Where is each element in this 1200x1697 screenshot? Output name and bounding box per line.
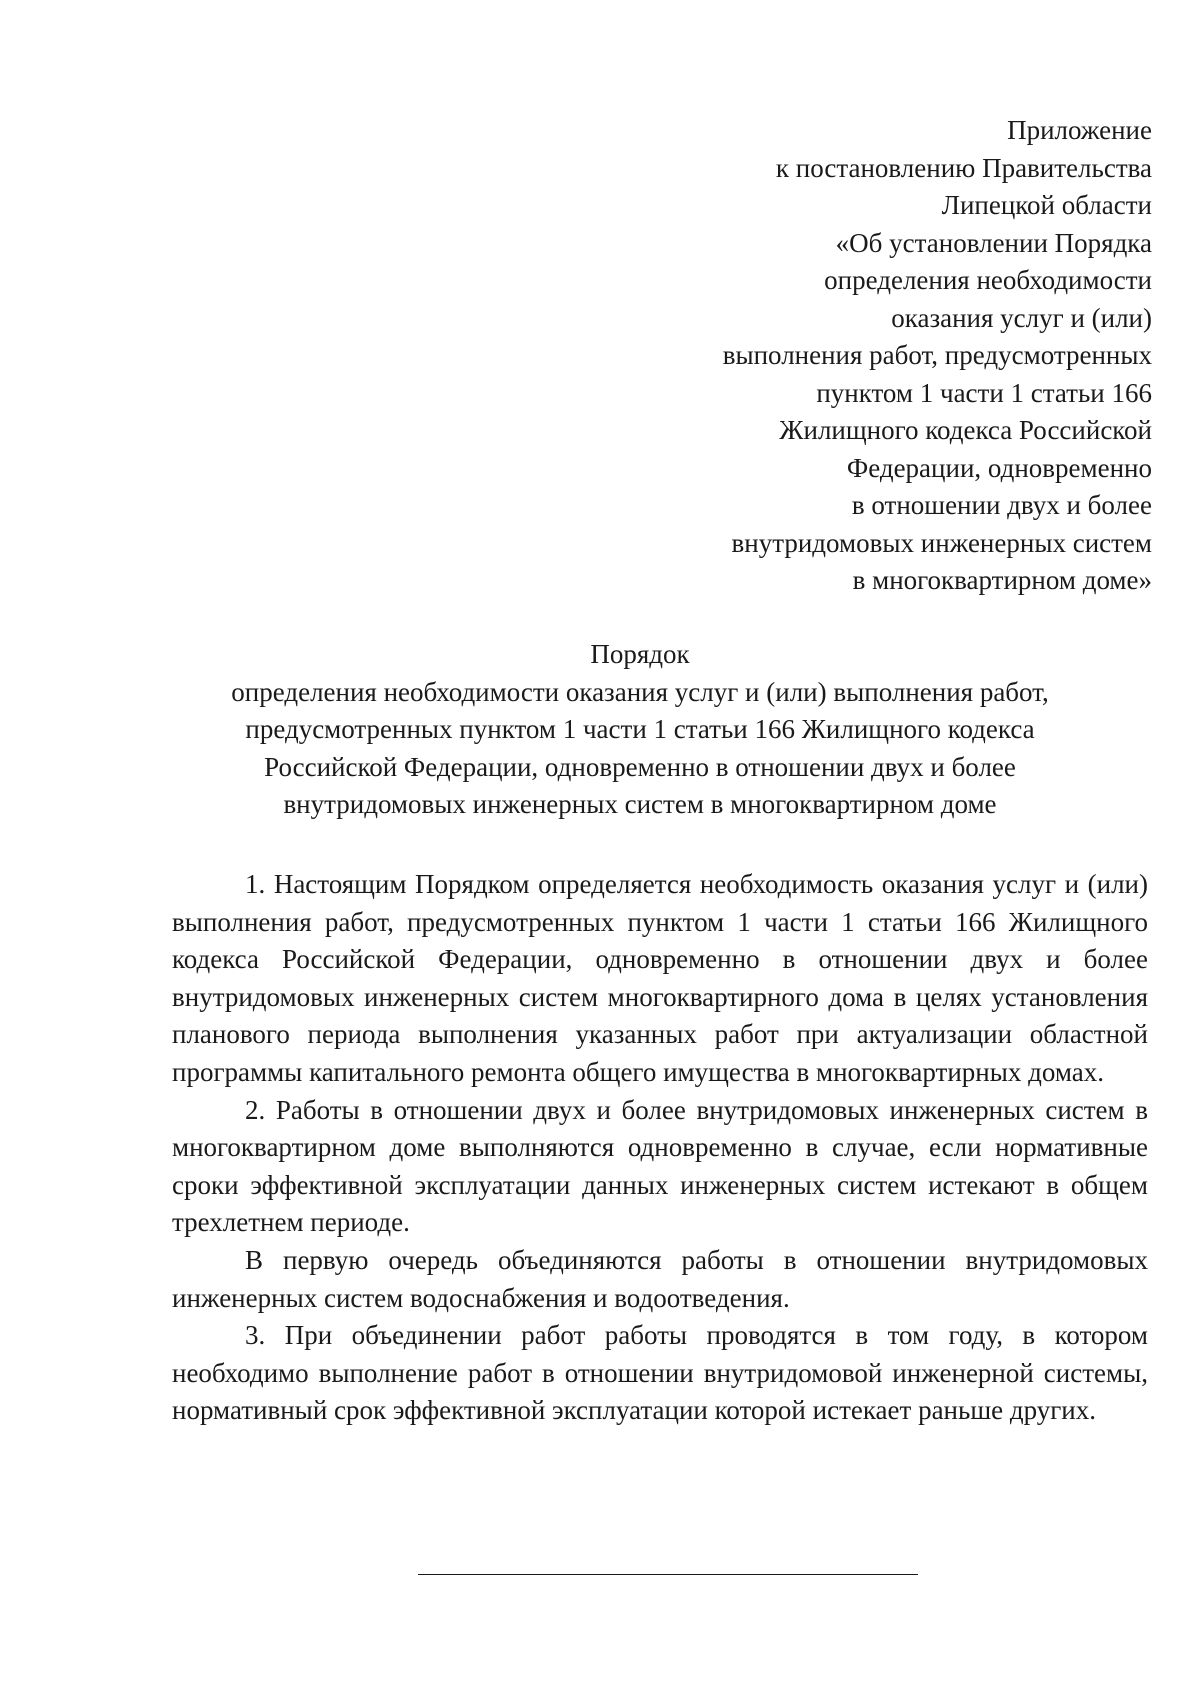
title-line: Российской Федерации, одновременно в отношении двух и более <box>264 751 1016 782</box>
appendix-line: пунктом 1 части 1 статьи 166 <box>816 377 1152 408</box>
appendix-line: Жилищного кодекса Российской <box>779 415 1152 445</box>
document-title <box>160 636 1120 824</box>
appendix-line: Федерации, одновременно <box>846 452 1152 483</box>
end-divider-line <box>418 1574 918 1575</box>
appendix-line: Липецкой области <box>941 190 1152 220</box>
paragraph-3: 3. При объединении работ работы проводятся в том году, в котором необходимо выполнение работ в отношении внутридомовой инженерной системы, нормативный срок эффективной эксплуатации которой истекает раньше других. <box>172 1320 1148 1426</box>
appendix-line: в отношении двух и более <box>851 490 1152 520</box>
title-line: определения необходимости оказания услуг и (или) выполнения работ, <box>231 676 1049 707</box>
title-heading: Порядок <box>590 639 690 669</box>
document-body <box>172 866 1148 1430</box>
paragraph-2-continuation: В первую очередь объединяются работы в отношении внутридомовых инженерных систем водоснабжения и водоотведения. <box>172 1244 1148 1313</box>
appendix-block <box>552 112 1152 600</box>
title-line: предусмотренных пунктом 1 части 1 статьи 166 Жилищного кодекса <box>245 714 1035 744</box>
appendix-line: «Об установлении Порядка <box>835 227 1152 258</box>
appendix-line: внутридомовых инженерных систем <box>731 527 1152 558</box>
appendix-line: в многоквартирном доме» <box>852 565 1152 595</box>
paragraph-1: 1. Настоящим Порядком определяется необходимость оказания услуг и (или) выполнения работ, предусмотренных пунктом 1 части 1 статьи 166 Жилищного кодекса Российской Федерации, одновременно в отношении двух и более внутридомовых инженерных систем многоквартирного дома в целях установления планового периода выполнения указанных работ при актуализации областной программы капитального ремонта общего имущества в многоквартирных домах. <box>172 869 1148 1087</box>
appendix-line: определения необходимости <box>824 265 1152 295</box>
appendix-line: Приложение <box>1007 115 1152 145</box>
appendix-line: выполнения работ, предусмотренных <box>722 340 1152 370</box>
appendix-line: к постановлению Правительства <box>775 152 1152 183</box>
title-line: внутридомовых инженерных систем в многоквартирном доме <box>283 789 997 819</box>
paragraph-2: 2. Работы в отношении двух и более внутридомовых инженерных систем в многоквартирном доме выполняются одновременно в случае, если нормативные сроки эффективной эксплуатации данных инженерных систем истекают в общем трехлетнем периоде. <box>172 1094 1148 1238</box>
appendix-line: оказания услуг и (или) <box>891 302 1152 333</box>
